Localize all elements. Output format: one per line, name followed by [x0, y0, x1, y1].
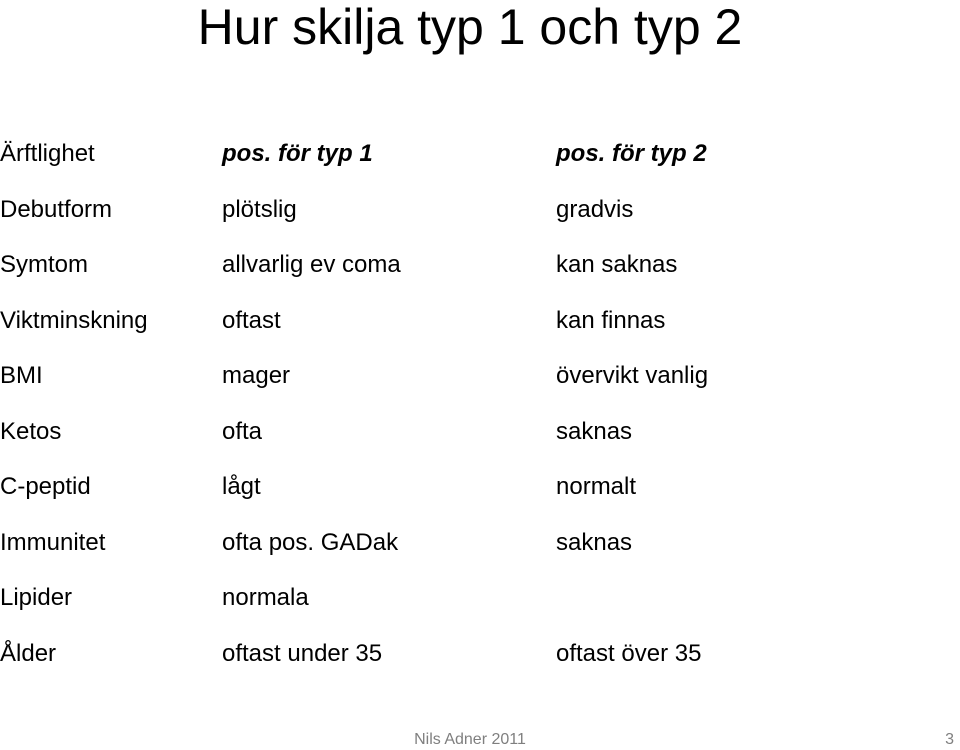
- row-label: Symtom: [0, 251, 89, 278]
- typ2-value: pos. för typ 2: [556, 140, 707, 167]
- table-row-symtom: [0, 245, 960, 285]
- slide-title: Hur skilja typ 1 och typ 2: [197, 0, 743, 55]
- page-number: 3: [945, 731, 954, 748]
- table-row-arftlighet: [0, 134, 960, 174]
- typ2-value: gradvis: [556, 196, 634, 223]
- row-label: C-peptid: [0, 473, 91, 500]
- typ1-value: ofta: [222, 418, 263, 445]
- typ1-value: oftast: [222, 307, 281, 334]
- typ1-value: allvarlig ev coma: [222, 251, 401, 278]
- row-label: Ketos: [0, 418, 62, 445]
- typ2-value: oftast över 35: [556, 640, 702, 667]
- typ1-value: lågt: [222, 473, 261, 500]
- typ2-value: saknas: [556, 418, 633, 445]
- typ2-value: kan saknas: [556, 251, 678, 278]
- typ1-value: normala: [222, 584, 309, 611]
- table-row-viktminskning: [0, 301, 960, 341]
- row-label: Viktminskning: [0, 307, 148, 334]
- row-label: Debutform: [0, 196, 113, 223]
- table-row-c-peptid: [0, 467, 960, 507]
- typ1-value: plötslig: [222, 196, 297, 223]
- typ1-value: ofta pos. GADak: [222, 529, 399, 556]
- row-label: Ärftlighet: [0, 140, 95, 167]
- row-label: Immunitet: [0, 529, 106, 556]
- typ2-value: övervikt vanlig: [556, 362, 709, 389]
- row-label: BMI: [0, 362, 43, 389]
- typ2-value: normalt: [556, 473, 637, 500]
- table-row-ketos: [0, 412, 960, 452]
- table-row-debutform: [0, 190, 960, 230]
- table-row-bmi: [0, 356, 960, 396]
- table-row-alder: [0, 634, 960, 674]
- typ1-value: pos. för typ 1: [222, 140, 373, 167]
- table-row-immunitet: [0, 523, 960, 563]
- row-label: Lipider: [0, 584, 73, 611]
- typ1-value: oftast under 35: [222, 640, 383, 667]
- table-row-lipider: [0, 578, 960, 618]
- typ2-value: kan finnas: [556, 307, 666, 334]
- typ1-value: mager: [222, 362, 291, 389]
- footer-author: Nils Adner 2011: [414, 731, 526, 748]
- typ2-value: saknas: [556, 529, 633, 556]
- row-label: Ålder: [0, 640, 57, 667]
